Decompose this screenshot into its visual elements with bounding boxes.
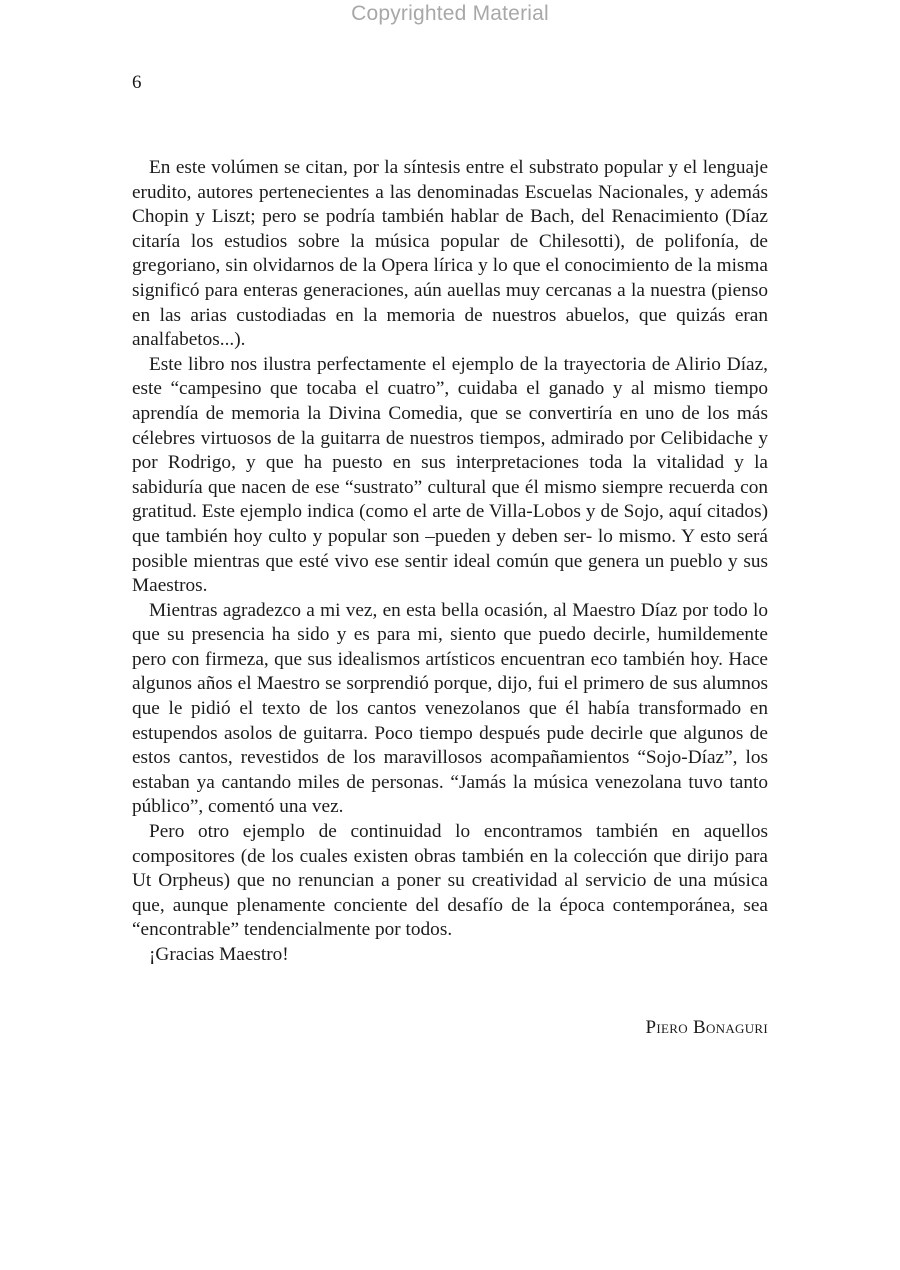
copyright-watermark: Copyrighted Material xyxy=(351,2,549,25)
paragraph: ¡Gracias Maestro! xyxy=(149,944,289,965)
page-number: 6 xyxy=(132,72,142,93)
paragraph: Pero otro ejemplo de continuidad lo encontramos también en aquellos compositores (de los cuales existen obras también en la colección que dirijo para Ut Orpheus) que no renuncian a poner su creatividad al servicio de una música que, aunque plenamente conciente del desafío de la época contemporánea, sea “encontrable” tendencialmente por todos. xyxy=(132,821,768,941)
paragraph: En este volúmen se citan, por la síntesis entre el substrato popular y el lenguaje erudito, autores pertenecientes a las denominadas Escuelas Nacionales, y además Chopin y Liszt; pero se podría también hablar de Bach, del Renacimiento (Díaz citaría los estudios sobre la música popular de Chilesotti), de polifonía, de gregoriano, sin olvidarnos de la Opera lírica y lo que el conocimiento de la misma significó para enteras generaciones, aún auellas muy cercanas a la nuestra (pienso en las arias custodiadas en la memoria de nuestros abuelos, que quizás eran analfabetos...). xyxy=(132,157,768,351)
paragraph: Mientras agradezco a mi vez, en esta bella ocasión, al Maestro Díaz por todo lo que su presencia ha sido y es para mi, siento que puedo decirle, humildemente pero con firmeza, que sus idealismos artísticos encuentran eco también hoy. Hace algunos años el Maestro se sorprendió porque, dijo, fui el primero de sus alumnos que le pidió el texto de los cantos venezolanos que él había transformado en estupendos asolos de guitarra. Poco tiempo después pude decirle que algunos de estos cantos, revestidos de los maravillosos acompañamientos “Sojo-Díaz”, los estaban ya cantando miles de personas. “Jamás la música venezolana tuvo tanto público”, comentó una vez. xyxy=(132,599,768,818)
paragraph: Este libro nos ilustra perfectamente el ejemplo de la trayectoria de Alirio Díaz, este “campesino que tocaba el cuatro”, cuidaba el ganado y al mismo tiempo aprendía de memoria la Divina Comedia, que se convertiría en uno de los más célebres virtuosos de la guitarra de nuestros tiempos, admirado por Celibidache y por Rodrigo, y que ha puesto en sus interpretaciones toda la vitalidad y la sabiduría que nacen de ese “sustrato” cultural que él mismo siempre recuerda con gratitud. Este ejemplo indica (como el arte de Villa-Lobos y de Sojo, aquí citados) que también hoy culto y popular son –pueden y deben ser- lo mismo. Y esto será posible mientras que esté vivo ese sentir ideal común que genera un pueblo y sus Maestros. xyxy=(132,353,768,597)
body-text xyxy=(132,156,768,968)
author-signature: Piero Bonaguri xyxy=(645,1017,768,1038)
